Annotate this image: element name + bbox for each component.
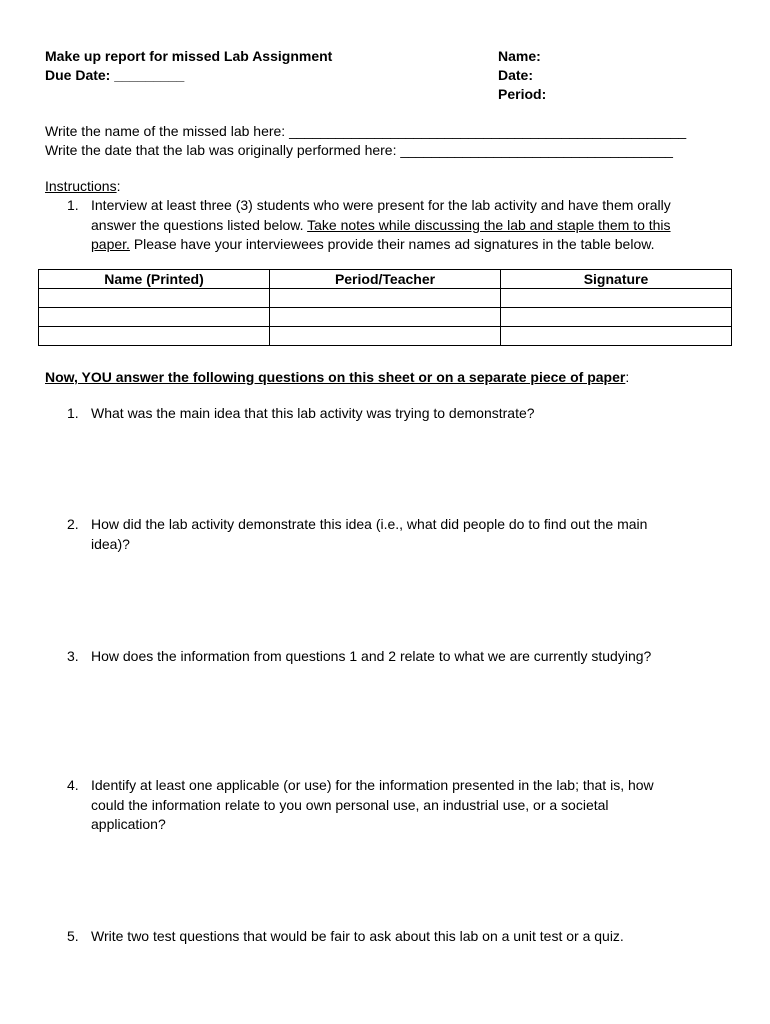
period-label: Period: <box>498 86 547 102</box>
instruction-item <box>91 196 731 255</box>
instruction-line-1: Interview at least three (3) students who were present for the lab activity and have them orally <box>91 197 671 213</box>
table-cell-name <box>39 308 270 327</box>
question-line: Identify at least one applicable (or use) for the information presented in the lab; that is, how <box>91 777 654 793</box>
question-number: 5. <box>67 928 79 944</box>
instruction-line-2 <box>91 216 731 236</box>
table-cell-period-teacher <box>270 289 501 308</box>
col-header-name: Name (Printed) <box>39 270 270 289</box>
question-line: What was the main idea that this lab activity was trying to demonstrate? <box>91 405 535 421</box>
question-line: Write two test questions that would be fair to ask about this lab on a unit test or a quiz. <box>91 928 624 944</box>
questions-heading-colon: : <box>625 369 630 385</box>
instruction-line-3 <box>91 235 731 255</box>
table-cell-period-teacher <box>270 308 501 327</box>
table-cell-signature <box>501 289 732 308</box>
lab-name-field: Write the name of the missed lab here: ___________________________________________________ <box>45 123 687 139</box>
question-text <box>91 927 727 947</box>
due-date-label: Due Date: _________ <box>45 67 185 83</box>
table-row <box>39 308 732 327</box>
question-text <box>91 647 727 667</box>
name-label: Name: <box>498 48 541 64</box>
question-text <box>91 776 727 835</box>
question-line: could the information relate to you own personal use, an industrial use, or a societal <box>91 796 609 813</box>
instructions-colon: : <box>116 178 121 194</box>
question-line: How does the information from questions 1 and 2 relate to what we are currently studying? <box>91 648 652 664</box>
table-header-row <box>39 270 732 289</box>
question-text <box>91 404 727 424</box>
instructions-heading-text: Instructions <box>45 178 117 194</box>
questions-heading <box>45 368 629 388</box>
question-number: 4. <box>67 777 79 793</box>
table-cell-period-teacher <box>270 327 501 346</box>
instruction-line-2-plain: answer the questions listed below. <box>91 216 308 233</box>
col-header-period-teacher: Period/Teacher <box>270 270 501 289</box>
col-header-signature: Signature <box>501 270 732 289</box>
question-number: 1. <box>67 405 79 421</box>
table-cell-name <box>39 289 270 308</box>
instruction-line-3-plain: Please have your interviewees provide their names ad signatures in the table below. <box>129 236 655 252</box>
instruction-line-2-underlined: Take notes while discussing the lab and staple them to this <box>307 216 671 233</box>
table-cell-name <box>39 327 270 346</box>
question-number: 2. <box>67 516 79 532</box>
instruction-line-3-underlined: paper. <box>91 236 130 252</box>
instructions-heading <box>45 177 120 197</box>
date-label: Date: <box>498 67 534 83</box>
instruction-number: 1. <box>67 197 79 213</box>
question-line: How did the lab activity demonstrate this idea (i.e., what did people do to find out the main <box>91 516 648 532</box>
question-number: 3. <box>67 648 79 664</box>
table-row <box>39 289 732 308</box>
table-row <box>39 327 732 346</box>
interviewee-table <box>38 269 732 346</box>
question-text <box>91 515 727 554</box>
lab-date-field: Write the date that the lab was originally performed here: ___________________________________ <box>45 142 673 158</box>
document-title: Make up report for missed Lab Assignment <box>45 48 333 64</box>
table-cell-signature <box>501 308 732 327</box>
table-cell-signature <box>501 327 732 346</box>
question-line: application? <box>91 816 166 832</box>
question-line: idea)? <box>91 535 130 552</box>
questions-heading-text: Now, YOU answer the following questions on this sheet or on a separate piece of paper <box>45 369 626 385</box>
